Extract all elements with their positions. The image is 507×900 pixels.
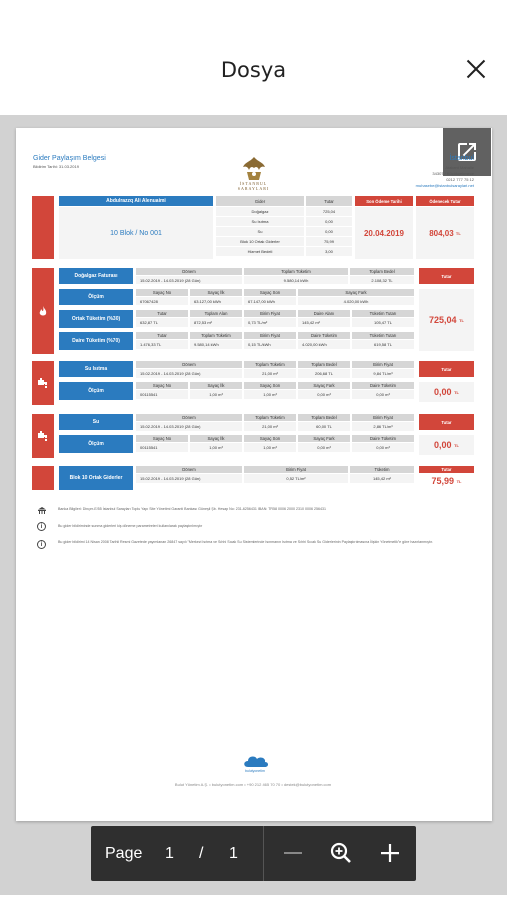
cell: 145,42 m² [298, 318, 350, 327]
col-header: Toplam Bedel [298, 361, 350, 368]
page-separator: / [199, 845, 204, 862]
cell: 9,84 TL/m³ [352, 369, 414, 378]
col-header: Birim Fiyat [244, 310, 296, 317]
hot-water-olcum: Ölçüm [59, 382, 133, 400]
cell: 206,68 TL [298, 369, 350, 378]
col-header: Birim Fiyat [352, 361, 414, 368]
cell: 0,52 TL/m² [244, 474, 348, 483]
col-header: Daire Tüketim [352, 382, 414, 389]
cell: 21,00 m³ [244, 422, 296, 431]
cell: 0,00 m³ [298, 390, 350, 399]
col-header: Sayaç Fark [298, 435, 350, 442]
col-header: Toplam Tüketim [244, 414, 296, 421]
info-note-2: Bu gider bildirimi 14 Nisan 2008 Tarihli Resmi Gazetede yayımlanan 26847 sayılı "Merkezi Isıtma ve Sıhhi Sıcak Su Sistemlerinde Isınmanın Isıtma ve Sıhhi Sıcak Su Giderlerinin Paylaştırılmasına İlişkin Yönetmelik"e göre hazırlanmıştır. [58, 540, 433, 544]
tutar-header: Tutar [306, 196, 352, 206]
water-tutar-unit: TL [454, 442, 459, 448]
gider-row-name: Su [216, 227, 304, 236]
gas-tutar-value: 725,04 [429, 315, 457, 325]
hot-water-tutar-unit: TL [454, 389, 459, 395]
gider-row-name: Hizmet Bedeli [216, 247, 304, 256]
due-date-header: Son Ödeme Tarihi [355, 196, 413, 206]
close-icon[interactable] [462, 56, 490, 84]
cell: 15.02.2019 - 14.03.2019 (28 Gün) [136, 276, 242, 284]
col-header: Sayaç Son [244, 382, 296, 389]
water-tutar-value: 0,00 [434, 440, 452, 450]
pdf-toolbar [91, 826, 416, 881]
cell: 619,58 TL [352, 340, 414, 349]
gider-row-name: Doğalgaz [216, 207, 304, 216]
col-header: Dönem [136, 268, 242, 275]
col-header: Tutar [136, 332, 188, 339]
gas-ortak-label: Ortak Tüketim (%30) [59, 310, 133, 328]
water-olcum: Ölçüm [59, 435, 133, 453]
cell: 1,00 m³ [244, 390, 296, 399]
hot-water-section [32, 361, 474, 405]
faucet-icon [37, 430, 49, 442]
hot-water-tutar-header: Tutar [419, 361, 474, 377]
common-tutar [419, 474, 474, 488]
col-header: Sayaç Fark [298, 382, 350, 389]
bank-note: Banka Bilgileri: Dinçer-E/55 İstanbul Sarayları Toplu Yapı Site Yönetimi Garanti Bankası Güneşli Şb. Hesap No: 231-6256431 IBAN: TR58 0006 2000 2310 0006 256431 [58, 507, 326, 511]
gider-row-name: Blok 10 Ortak Giderler [216, 237, 304, 246]
istanbul-saraylari-logo [239, 154, 269, 184]
org-address-2: 34307 / Küçükçekmece [432, 171, 474, 176]
org-address-1: Atakent Mahalle [445, 165, 474, 170]
hot-water-tutar-value: 0,00 [434, 387, 452, 397]
gider-row-value: 0,00 [306, 227, 352, 236]
cell: 67.147,00 kWh [244, 297, 296, 305]
col-header: Toplam Bedel [298, 414, 350, 421]
gider-row-value: 725,04 [306, 207, 352, 216]
col-header: Sayaç Son [244, 289, 296, 296]
col-header: Toplam Tüketim [244, 361, 296, 368]
org-email: muhasebe@istanbulsaraylari.net [415, 183, 474, 188]
col-header: Sayaç Fark [298, 289, 414, 296]
zoom-icon [328, 840, 354, 866]
water-section [32, 414, 474, 458]
amount-due-unit: TL [455, 230, 461, 236]
cell: 63.127,00 kWh [190, 297, 242, 305]
col-header: Toplam Tüketim [244, 268, 348, 275]
col-header: Tüketim Tutarı [352, 332, 414, 339]
org-name: İstanbul [449, 155, 474, 162]
col-header: Toplam Bedel [350, 268, 414, 275]
gider-row-name: Su Isıtma [216, 217, 304, 226]
amount-due [416, 207, 474, 259]
bulut-cloud-logo [240, 751, 270, 771]
cell: 872,53 m² [190, 318, 242, 327]
summary-section [32, 196, 474, 259]
common-tutar-header: Tutar [419, 466, 474, 473]
common-tutar-unit: TL [456, 478, 462, 484]
cell: 1,00 m³ [244, 443, 296, 452]
zoom-reset-button[interactable] [328, 840, 354, 866]
gider-header: Gider [216, 196, 304, 206]
common-bar [32, 466, 54, 490]
due-date: 20.04.2019 [355, 207, 413, 259]
cell: 21,00 m³ [244, 369, 296, 378]
amount-due-value: 804,03 [429, 228, 454, 238]
cell: 1.476,33 TL [136, 340, 188, 349]
info-note-1: Bu gider bildiriminde sunma giderleri kiş döneme parametreleri kullanılarak paylaştırılmıştır [58, 524, 203, 528]
col-header: Toplam Alan [190, 310, 242, 317]
cell: 0,00 m³ [298, 443, 350, 452]
toolbar-divider [263, 826, 264, 881]
page-label: Page [105, 845, 143, 862]
page-title: Dosya [220, 58, 287, 82]
hot-water-label: Su Isıtma [59, 361, 133, 377]
cell: 15.02.2019 - 14.03.2019 (28 Gün) [136, 422, 242, 431]
doc-title: Gider Paylaşım Belgesi [33, 155, 106, 162]
minus-icon [280, 840, 306, 866]
cell: 105,47 TL [352, 318, 414, 327]
gas-olcum-label: Ölçüm [59, 289, 133, 305]
cell: 0,15 TL/kWh [244, 340, 296, 349]
cell: 15.02.2019 - 14.03.2019 (28 Gün) [136, 474, 242, 483]
water-tutar-header: Tutar [419, 414, 474, 430]
col-header: Sayaç Son [244, 435, 296, 442]
col-header: Daire Tüketim [352, 435, 414, 442]
common-section [32, 466, 474, 490]
cell: 00115541 [136, 443, 188, 452]
gas-section [32, 268, 474, 354]
cell: 9.580,14 kWh [190, 340, 242, 349]
gas-tutar [419, 289, 474, 351]
col-header: Birim Fiyat [244, 466, 348, 473]
person-name: Abdulrazzq Ali Alenuaimi [59, 196, 213, 206]
doc-date: Bildirim Tarihi: 31.03.2019 [33, 164, 79, 169]
app-header [0, 0, 507, 115]
gider-row-value: 0,00 [306, 217, 352, 226]
col-header: Sayaç İlk [190, 382, 242, 389]
unit-label: 10 Blok / No 001 [59, 207, 213, 259]
info-icon: i [37, 522, 46, 531]
col-header: Sayaç İlk [190, 435, 242, 442]
amount-due-header: Ödenecek Tutar [416, 196, 474, 206]
cell: 1,00 m³ [190, 443, 242, 452]
gas-tutar-unit: TL [459, 317, 464, 323]
col-header: Dönem [136, 466, 242, 473]
cell: 2,86 TL/m³ [352, 422, 414, 431]
zoom-in-button[interactable] [377, 840, 403, 866]
summary-bar [32, 196, 54, 259]
cell: 1,00 m³ [190, 390, 242, 399]
info-icon: i [37, 540, 46, 549]
col-header: Sayaç No [136, 289, 188, 296]
logo-text: İSTANBUL SARAYLARI [237, 181, 270, 191]
col-header: Daire Alanı [298, 310, 350, 317]
cell: 4.020,00 kWh [298, 340, 350, 349]
gas-tutar-header: Tutar [419, 268, 474, 284]
cell: 15.02.2019 - 14.03.2019 (28 Gün) [136, 369, 242, 378]
gider-row-value: 75,99 [306, 237, 352, 246]
water-label: Su [59, 414, 133, 430]
cell: 632,87 TL [136, 318, 188, 327]
zoom-out-button[interactable] [280, 840, 306, 866]
gas-invoice-label: Doğalgaz Faturası [59, 268, 133, 284]
col-header: Sayaç No [136, 382, 188, 389]
col-header: Birim Fiyat [352, 414, 414, 421]
cell: 67067428 [136, 297, 188, 305]
common-label: Blok 10 Ortak Giderler [59, 466, 133, 490]
col-header: Birim Fiyat [244, 332, 296, 339]
cell: 0,00 m³ [352, 390, 414, 399]
cell: 0,73 TL/m² [244, 318, 296, 327]
gas-daire-label: Daire Tüketim (%70) [59, 332, 133, 350]
hot-water-tutar [419, 382, 474, 402]
bank-icon [37, 507, 47, 515]
cell: 9.580,14 kWh [244, 276, 348, 284]
flame-icon [37, 305, 49, 317]
cell: 2.108,32 TL [350, 276, 414, 284]
col-header: Tutar [136, 310, 188, 317]
col-header: Sayaç No [136, 435, 188, 442]
gider-row-value: 3,00 [306, 247, 352, 256]
current-page[interactable]: 1 [165, 845, 174, 862]
col-header: Dönem [136, 361, 242, 368]
col-header: Toplam Tüketim [190, 332, 242, 339]
col-header: Tüketim [350, 466, 414, 473]
water-tutar [419, 435, 474, 455]
cell: 00115541 [136, 390, 188, 399]
col-header: Tüketim Tutarı [352, 310, 414, 317]
cell: 0,00 m³ [352, 443, 414, 452]
plus-icon [377, 840, 403, 866]
faucet-icon [37, 377, 49, 389]
total-pages: 1 [229, 845, 238, 862]
col-header: Dönem [136, 414, 242, 421]
org-phone: 0212 777 75 12 [446, 177, 474, 182]
cell: 4.020,00 kWh [298, 297, 414, 305]
common-tutar-value: 75,99 [431, 476, 455, 486]
footer-logo-text: bulutyonetim [245, 769, 265, 773]
footer-contact: Bulut Yönetim A.Ş. • bulutyonetim.com • +90 212 465 70 70 • destek@bulutyonetim.com [174, 782, 332, 787]
cell: 145,42 m² [350, 474, 414, 483]
col-header: Sayaç İlk [190, 289, 242, 296]
cell: 60,00 TL [298, 422, 350, 431]
col-header: Daire Tüketim [298, 332, 350, 339]
